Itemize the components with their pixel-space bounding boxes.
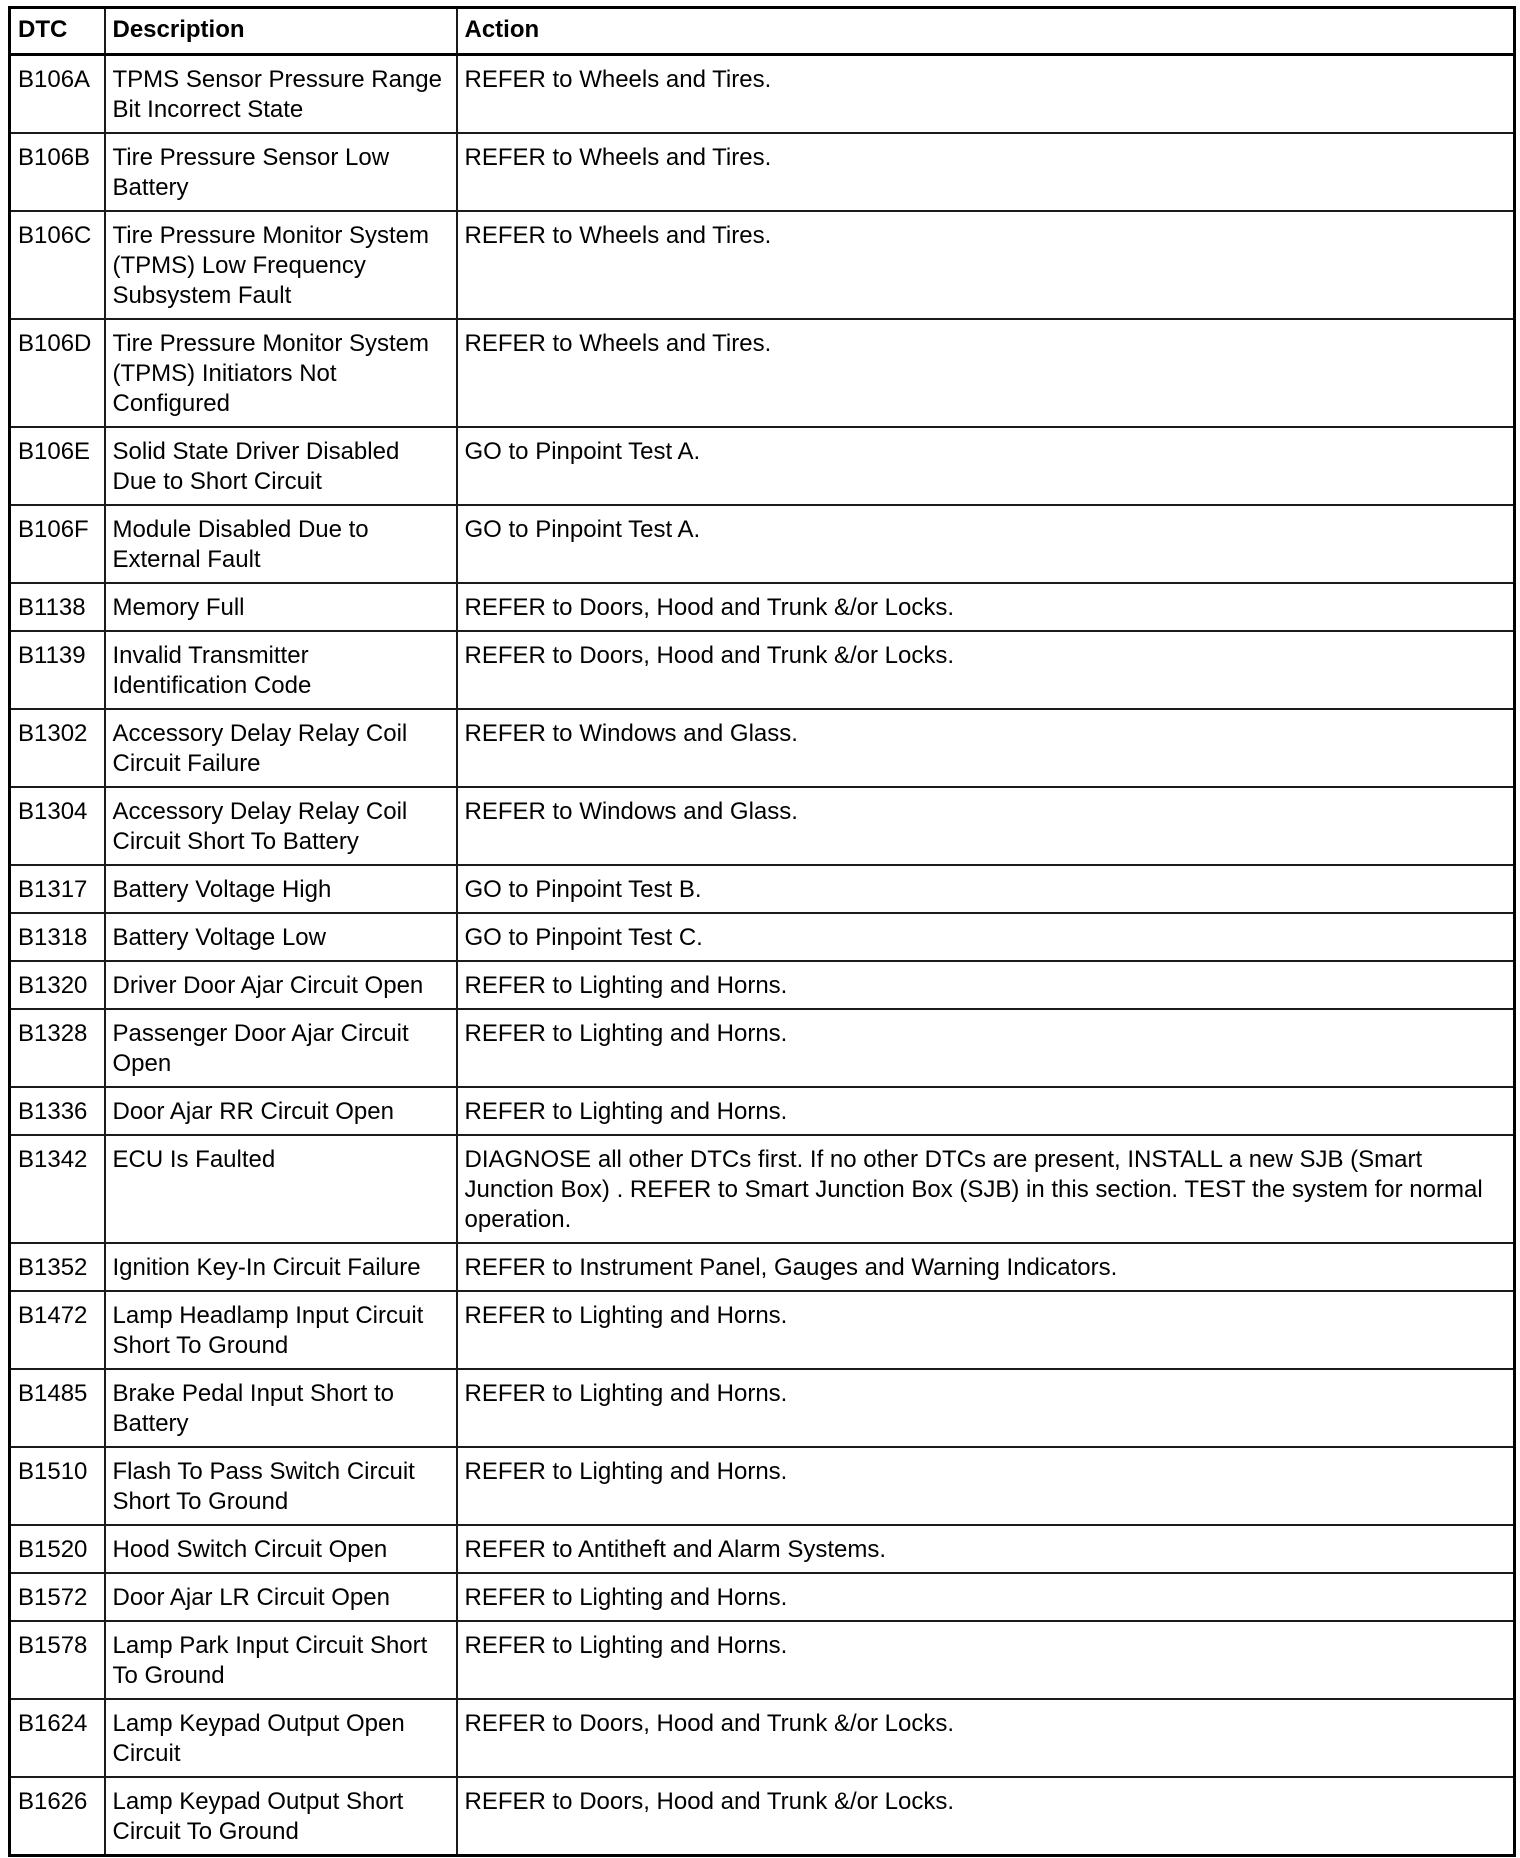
cell-description: Flash To Pass Switch Circuit Short To Ground [105, 1447, 457, 1525]
table-row [10, 631, 1515, 709]
cell-action: GO to Pinpoint Test B. [457, 865, 1515, 913]
table-row [10, 1087, 1515, 1135]
cell-description: ECU Is Faulted [105, 1135, 457, 1243]
cell-dtc: B106E [10, 427, 105, 505]
cell-description: Lamp Headlamp Input Circuit Short To Ground [105, 1291, 457, 1369]
cell-action: REFER to Antitheft and Alarm Systems. [457, 1525, 1515, 1573]
table-row [10, 1243, 1515, 1291]
cell-action: REFER to Doors, Hood and Trunk &/or Locks. [457, 583, 1515, 631]
cell-description: Lamp Keypad Output Short Circuit To Ground [105, 1777, 457, 1856]
cell-dtc: B1624 [10, 1699, 105, 1777]
cell-dtc: B106A [10, 55, 105, 134]
cell-dtc: B1342 [10, 1135, 105, 1243]
table-row [10, 709, 1515, 787]
cell-action: REFER to Wheels and Tires. [457, 211, 1515, 319]
cell-description: Hood Switch Circuit Open [105, 1525, 457, 1573]
cell-description: Memory Full [105, 583, 457, 631]
cell-dtc: B1317 [10, 865, 105, 913]
table-row [10, 133, 1515, 211]
cell-action: REFER to Wheels and Tires. [457, 133, 1515, 211]
cell-dtc: B1572 [10, 1573, 105, 1621]
cell-description: Accessory Delay Relay Coil Circuit Short To Battery [105, 787, 457, 865]
cell-description: Solid State Driver Disabled Due to Short Circuit [105, 427, 457, 505]
cell-dtc: B1510 [10, 1447, 105, 1525]
cell-description: Brake Pedal Input Short to Battery [105, 1369, 457, 1447]
table-row [10, 211, 1515, 319]
cell-description: Lamp Park Input Circuit Short To Ground [105, 1621, 457, 1699]
cell-action: REFER to Windows and Glass. [457, 787, 1515, 865]
table-row [10, 1369, 1515, 1447]
cell-dtc: B106B [10, 133, 105, 211]
cell-action: REFER to Wheels and Tires. [457, 55, 1515, 134]
table-row [10, 55, 1515, 134]
cell-description: Tire Pressure Monitor System (TPMS) Initiators Not Configured [105, 319, 457, 427]
cell-description: Battery Voltage Low [105, 913, 457, 961]
cell-dtc: B1626 [10, 1777, 105, 1856]
table-row [10, 1525, 1515, 1573]
cell-action: REFER to Lighting and Horns. [457, 961, 1515, 1009]
cell-action: GO to Pinpoint Test A. [457, 427, 1515, 505]
table-row [10, 961, 1515, 1009]
cell-description: TPMS Sensor Pressure Range Bit Incorrect State [105, 55, 457, 134]
table-row [10, 865, 1515, 913]
cell-dtc: B106C [10, 211, 105, 319]
table-row [10, 913, 1515, 961]
cell-dtc: B106D [10, 319, 105, 427]
table-row [10, 1447, 1515, 1525]
cell-description: Door Ajar LR Circuit Open [105, 1573, 457, 1621]
table-row [10, 427, 1515, 505]
cell-description: Ignition Key-In Circuit Failure [105, 1243, 457, 1291]
cell-dtc: B1302 [10, 709, 105, 787]
table-row [10, 1135, 1515, 1243]
cell-dtc: B106F [10, 505, 105, 583]
cell-dtc: B1139 [10, 631, 105, 709]
cell-dtc: B1320 [10, 961, 105, 1009]
cell-description: Invalid Transmitter Identification Code [105, 631, 457, 709]
cell-action: REFER to Windows and Glass. [457, 709, 1515, 787]
cell-description: Tire Pressure Sensor Low Battery [105, 133, 457, 211]
dtc-table-container [8, 6, 1513, 1857]
cell-action: REFER to Lighting and Horns. [457, 1291, 1515, 1369]
cell-action: REFER to Lighting and Horns. [457, 1369, 1515, 1447]
cell-dtc: B1328 [10, 1009, 105, 1087]
header-row [10, 8, 1515, 55]
cell-action: REFER to Instrument Panel, Gauges and Warning Indicators. [457, 1243, 1515, 1291]
table-row [10, 505, 1515, 583]
cell-action: REFER to Lighting and Horns. [457, 1573, 1515, 1621]
cell-description: Driver Door Ajar Circuit Open [105, 961, 457, 1009]
cell-action: REFER to Lighting and Horns. [457, 1447, 1515, 1525]
cell-description: Door Ajar RR Circuit Open [105, 1087, 457, 1135]
cell-action: REFER to Lighting and Horns. [457, 1087, 1515, 1135]
cell-description: Module Disabled Due to External Fault [105, 505, 457, 583]
cell-description: Accessory Delay Relay Coil Circuit Failure [105, 709, 457, 787]
table-row [10, 1573, 1515, 1621]
cell-action: REFER to Lighting and Horns. [457, 1621, 1515, 1699]
cell-action: DIAGNOSE all other DTCs first. If no other DTCs are present, INSTALL a new SJB (Smart Junction Box) . REFER to Smart Junction Box (SJB) in this section. TEST the system for normal operation. [457, 1135, 1515, 1243]
cell-action: REFER to Doors, Hood and Trunk &/or Locks. [457, 631, 1515, 709]
cell-action: GO to Pinpoint Test C. [457, 913, 1515, 961]
cell-dtc: B1138 [10, 583, 105, 631]
table-row [10, 583, 1515, 631]
cell-action: REFER to Lighting and Horns. [457, 1009, 1515, 1087]
table-row [10, 1777, 1515, 1856]
table-row [10, 1291, 1515, 1369]
cell-action: REFER to Doors, Hood and Trunk &/or Locks. [457, 1699, 1515, 1777]
cell-dtc: B1352 [10, 1243, 105, 1291]
cell-dtc: B1485 [10, 1369, 105, 1447]
table-row [10, 1699, 1515, 1777]
cell-dtc: B1520 [10, 1525, 105, 1573]
table-row [10, 1009, 1515, 1087]
column-header-description: Description [105, 8, 457, 55]
cell-description: Lamp Keypad Output Open Circuit [105, 1699, 457, 1777]
table-row [10, 1621, 1515, 1699]
table-row [10, 319, 1515, 427]
cell-dtc: B1336 [10, 1087, 105, 1135]
cell-description: Battery Voltage High [105, 865, 457, 913]
column-header-dtc: DTC [10, 8, 105, 55]
cell-dtc: B1578 [10, 1621, 105, 1699]
cell-dtc: B1472 [10, 1291, 105, 1369]
cell-action: REFER to Doors, Hood and Trunk &/or Locks. [457, 1777, 1515, 1856]
dtc-table [8, 6, 1516, 1857]
cell-dtc: B1304 [10, 787, 105, 865]
cell-action: REFER to Wheels and Tires. [457, 319, 1515, 427]
table-row [10, 787, 1515, 865]
cell-dtc: B1318 [10, 913, 105, 961]
dtc-table-body [10, 55, 1515, 1856]
column-header-action: Action [457, 8, 1515, 55]
cell-action: GO to Pinpoint Test A. [457, 505, 1515, 583]
cell-description: Passenger Door Ajar Circuit Open [105, 1009, 457, 1087]
cell-description: Tire Pressure Monitor System (TPMS) Low Frequency Subsystem Fault [105, 211, 457, 319]
